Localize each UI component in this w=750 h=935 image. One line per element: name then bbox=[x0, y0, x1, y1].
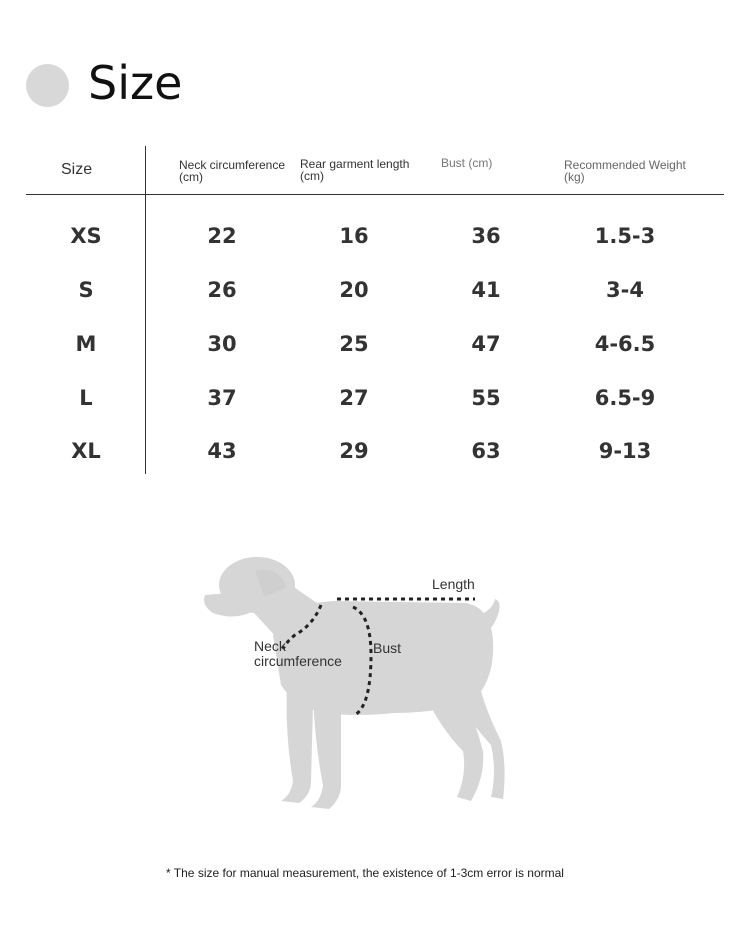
header-rear-line1: Rear garment length bbox=[300, 157, 410, 171]
weight-cell: 9-13 bbox=[598, 439, 652, 463]
weight-cell: 1.5-3 bbox=[594, 224, 656, 248]
header-bust bbox=[441, 157, 492, 169]
neck-cell: 22 bbox=[207, 224, 237, 248]
bust-cell: 55 bbox=[471, 386, 501, 410]
header-bust-line1: Bust (cm) bbox=[441, 156, 493, 170]
length-label: Length bbox=[432, 576, 475, 592]
weight-cell: 6.5-9 bbox=[594, 386, 656, 410]
bust-label: Bust bbox=[373, 640, 402, 656]
size-cell: XS bbox=[70, 224, 102, 248]
table-row bbox=[26, 224, 724, 264]
header-weight-line1: Recommended Weight bbox=[564, 158, 686, 172]
header-weight-line2: (kg) bbox=[564, 170, 585, 184]
weight-cell: 4-6.5 bbox=[594, 332, 656, 356]
neck-label bbox=[254, 639, 364, 669]
rear-cell: 16 bbox=[339, 224, 369, 248]
neck-cell: 43 bbox=[207, 439, 237, 463]
weight-cell: 3-4 bbox=[606, 278, 644, 302]
header-divider bbox=[26, 194, 724, 195]
size-cell: S bbox=[78, 278, 94, 302]
measurement-note: * The size for manual measurement, the existence of 1-3cm error is normal bbox=[166, 866, 564, 880]
table-row bbox=[26, 439, 724, 479]
bust-cell: 47 bbox=[471, 332, 501, 356]
rear-cell: 27 bbox=[339, 386, 369, 410]
rear-cell: 25 bbox=[339, 332, 369, 356]
neck-cell: 30 bbox=[207, 332, 237, 356]
table-row bbox=[26, 386, 724, 426]
header-size: Size bbox=[61, 161, 93, 178]
size-table bbox=[26, 146, 724, 476]
rear-cell: 29 bbox=[339, 439, 369, 463]
title-dot-decoration bbox=[26, 64, 69, 107]
table-row bbox=[26, 332, 724, 372]
neck-cell: 26 bbox=[207, 278, 237, 302]
header-rear-length bbox=[300, 158, 409, 182]
header-neck-line2: (cm) bbox=[179, 170, 203, 184]
size-cell: M bbox=[75, 332, 97, 356]
neck-cell: 37 bbox=[207, 386, 237, 410]
neck-label-line2: circumference bbox=[254, 653, 342, 669]
rear-cell: 20 bbox=[339, 278, 369, 302]
dog-silhouette bbox=[204, 557, 505, 809]
neck-label-line1: Neck bbox=[254, 638, 286, 654]
table-row bbox=[26, 278, 724, 318]
header-neck bbox=[179, 159, 285, 183]
size-cell: XL bbox=[71, 439, 101, 463]
size-cell: L bbox=[79, 386, 93, 410]
header-rear-line2: (cm) bbox=[300, 169, 324, 183]
bust-cell: 63 bbox=[471, 439, 501, 463]
bust-cell: 41 bbox=[471, 278, 501, 302]
page-title: Size bbox=[88, 56, 183, 110]
header-neck-line1: Neck circumference bbox=[179, 158, 286, 172]
bust-cell: 36 bbox=[471, 224, 501, 248]
header-weight bbox=[564, 159, 686, 183]
